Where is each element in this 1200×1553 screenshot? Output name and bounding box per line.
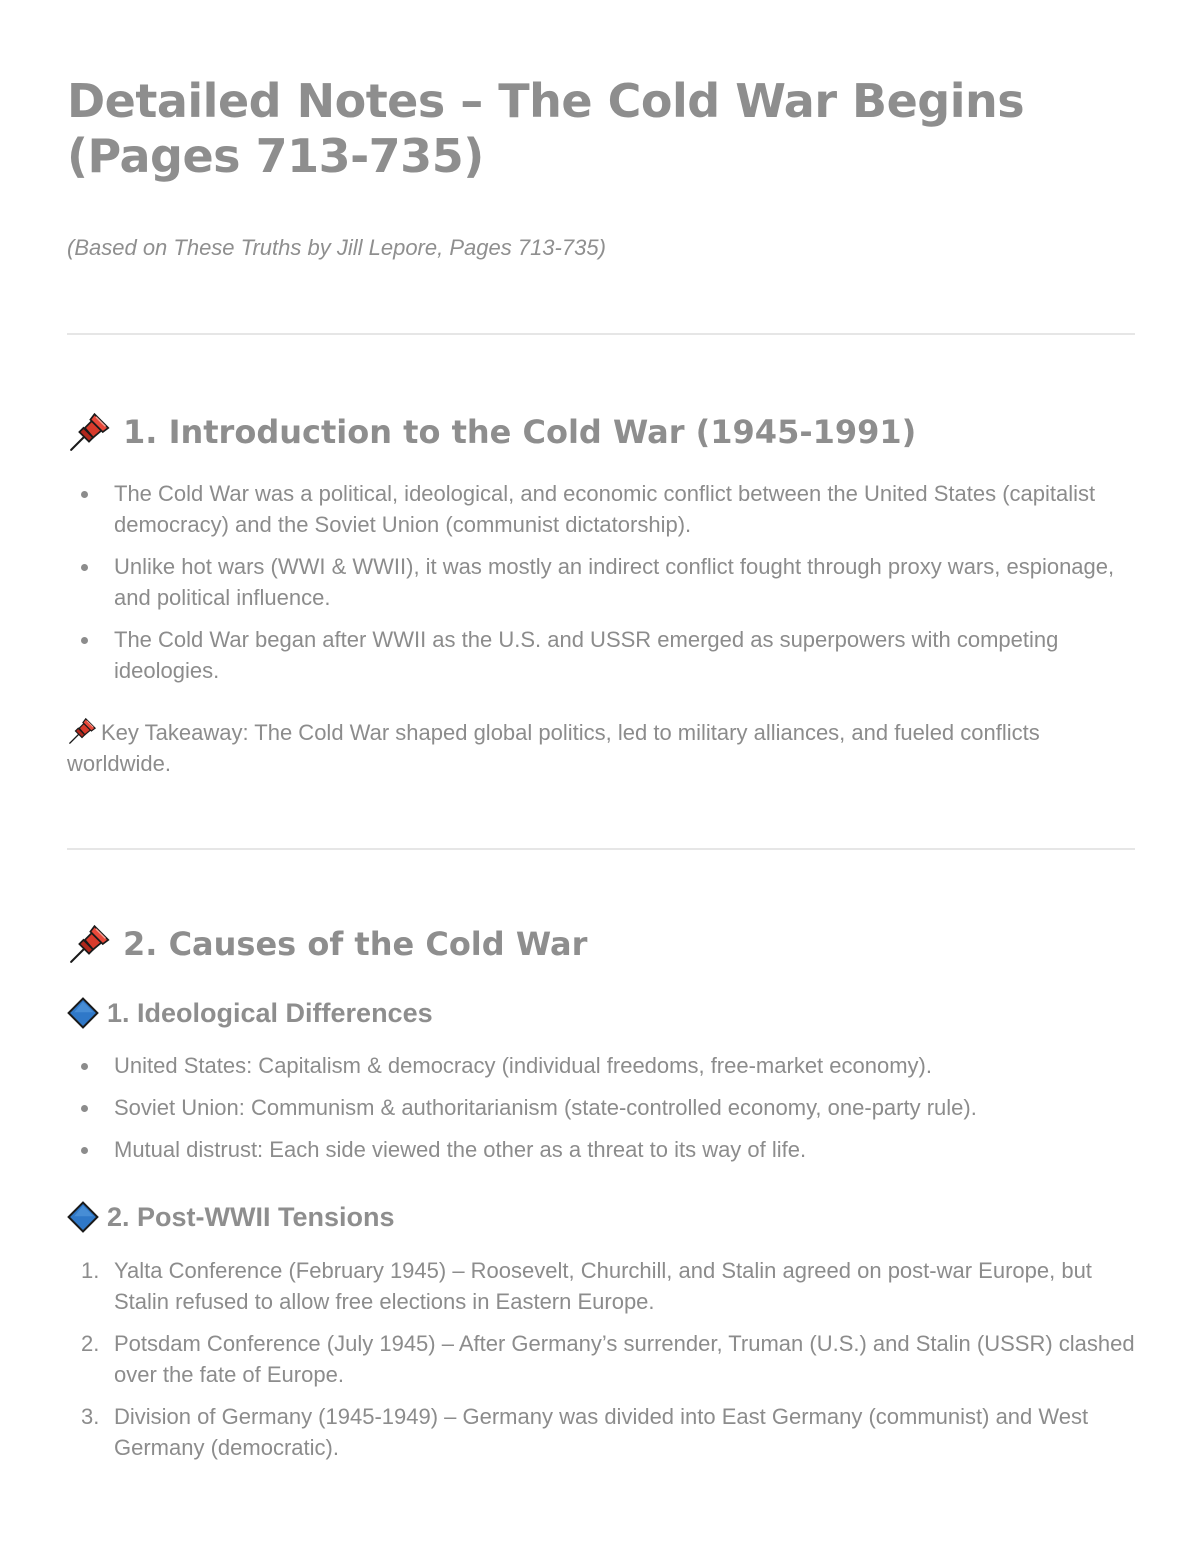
divider [67, 848, 1135, 850]
section-heading-text: 2. Causes of the Cold War [123, 925, 588, 963]
page-title: Detailed Notes – The Cold War Begins (Pages 713-735) [67, 74, 1025, 183]
section-heading-text: 1. Introduction to the Cold War (1945-1991) [123, 413, 917, 451]
list-item [67, 1401, 1135, 1463]
pushpin-icon [67, 716, 97, 746]
subheading-ideological-differences [67, 997, 433, 1029]
blue-diamond-icon [67, 997, 99, 1029]
list-item-text: Yalta Conference (February 1945) – Roosevelt, Churchill, and Stalin agreed on post-war Europe, but Stalin refused to allow free elections in Eastern Europe. [114, 1258, 1092, 1314]
key-takeaway-text: Key Takeaway: The Cold War shaped global politics, led to military alliances, and fueled conflicts worldwide. [67, 720, 1040, 776]
key-takeaway [67, 716, 1135, 779]
subheading-text: 2. Post-WWII Tensions [107, 1201, 395, 1232]
list-item [67, 1255, 1135, 1317]
blue-diamond-icon [67, 1201, 99, 1233]
page-subtitle: (Based on These Truths by Jill Lepore, Pages 713-735) [67, 235, 606, 260]
list-item: The Cold War began after WWII as the U.S. and USSR emerged as superpowers with competing ideologies. [67, 624, 1135, 686]
intro-bullet-list [67, 478, 1135, 697]
list-item: The Cold War was a political, ideological, and economic conflict between the United States (capitalist democracy) and the Soviet Union (communist dictatorship). [67, 478, 1135, 540]
pushpin-icon [67, 922, 111, 966]
list-item: United States: Capitalism & democracy (individual freedoms, free-market economy). [67, 1050, 1135, 1081]
section-heading-causes [67, 922, 587, 966]
list-number: 3. [81, 1404, 100, 1429]
divider [67, 333, 1135, 335]
tensions-numbered-list [67, 1255, 1135, 1474]
list-item [67, 1328, 1135, 1390]
list-item: Mutual distrust: Each side viewed the other as a threat to its way of life. [67, 1134, 1135, 1165]
pushpin-icon [67, 410, 111, 454]
list-item: Unlike hot wars (WWI & WWII), it was mostly an indirect conflict fought through proxy wars, espionage, and political influence. [67, 551, 1135, 613]
list-item-text: Potsdam Conference (July 1945) – After Germany’s surrender, Truman (U.S.) and Stalin (USSR) clashed over the fate of Europe. [114, 1331, 1135, 1387]
subheading-post-wwii-tensions [67, 1201, 395, 1233]
ideology-bullet-list [67, 1050, 1135, 1176]
subheading-text: 1. Ideological Differences [107, 997, 433, 1028]
list-number: 1. [81, 1258, 100, 1283]
list-item-text: Division of Germany (1945-1949) – Germany was divided into East Germany (communist) and West Germany (democratic). [114, 1404, 1089, 1460]
section-heading-introduction [67, 410, 916, 454]
list-item: Soviet Union: Communism & authoritarianism (state-controlled economy, one-party rule). [67, 1092, 1135, 1123]
list-number: 2. [81, 1331, 100, 1356]
